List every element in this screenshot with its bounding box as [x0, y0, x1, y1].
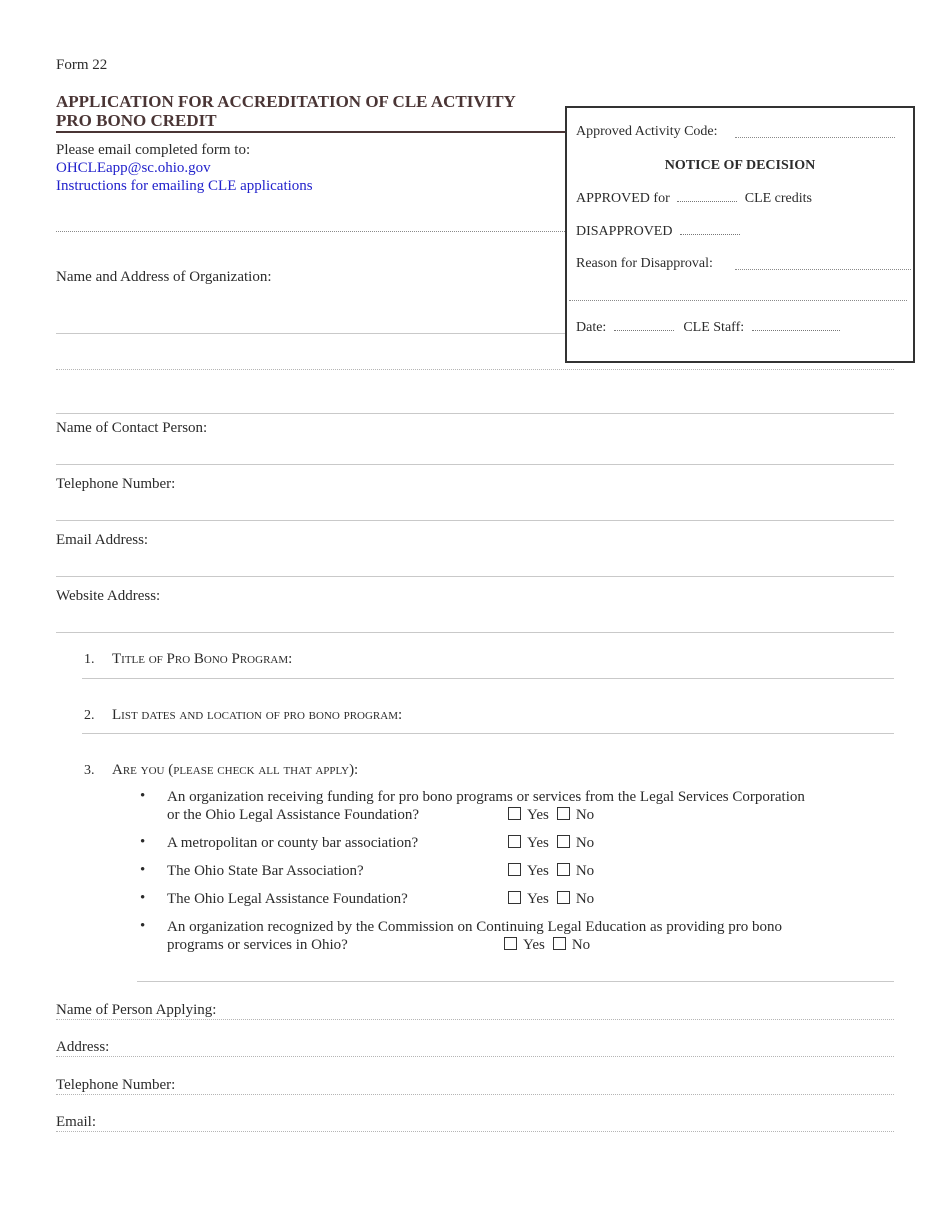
applicant-name-label: Name of Person Applying: — [56, 1002, 217, 1018]
applicant-telephone-field[interactable] — [56, 1094, 894, 1095]
bullet: • — [140, 788, 146, 804]
org-name-address-line-1[interactable] — [56, 333, 565, 334]
yes-label: Yes — [527, 891, 549, 907]
option-5-line-2: programs or services in Ohio? — [167, 937, 348, 953]
header-divider — [56, 231, 565, 232]
telephone-field[interactable] — [56, 520, 894, 521]
applicant-email-field[interactable] — [56, 1131, 894, 1132]
approved-activity-code-field[interactable] — [735, 137, 895, 138]
notice-heading: NOTICE OF DECISION — [664, 158, 816, 173]
question-2-field[interactable] — [82, 733, 894, 734]
option-2-choices — [508, 834, 594, 852]
date-field[interactable] — [614, 330, 674, 331]
notice-of-decision-box — [565, 106, 915, 363]
email-label: Email Address: — [56, 532, 149, 548]
option-2-yes-checkbox[interactable] — [508, 835, 521, 848]
telephone-label: Telephone Number: — [56, 476, 176, 492]
option-3-no-checkbox[interactable] — [557, 863, 570, 876]
yes-label: Yes — [527, 863, 549, 879]
bullet: • — [140, 890, 146, 906]
yes-label: Yes — [527, 835, 549, 851]
questions-divider — [137, 981, 894, 982]
bullet: • — [140, 834, 146, 850]
approved-for-label: APPROVED for — [576, 191, 670, 206]
question-3-text: Are you (please check all that apply): — [112, 762, 359, 778]
option-4-choices — [508, 890, 594, 908]
question-1-text: Title of Pro Bono Program: — [112, 651, 293, 667]
option-3-text: The Ohio State Bar Association? — [167, 863, 364, 879]
option-1-yes-checkbox[interactable] — [508, 807, 521, 820]
reason-label: Reason for Disapproval: — [576, 256, 713, 271]
date-staff-row — [576, 319, 840, 336]
option-3-yes-checkbox[interactable] — [508, 863, 521, 876]
no-label: No — [571, 937, 591, 953]
question-1-number: 1. — [84, 652, 95, 667]
option-1-choices — [508, 806, 594, 824]
yes-label: Yes — [527, 807, 549, 823]
form-title-line-2: PRO BONO CREDIT — [56, 111, 217, 130]
applicant-address-field[interactable] — [56, 1056, 894, 1057]
disapproved-field[interactable] — [680, 234, 740, 235]
contact-person-field[interactable] — [56, 464, 894, 465]
question-3-number: 3. — [84, 763, 95, 778]
date-label: Date: — [576, 320, 607, 335]
instructions-link[interactable]: Instructions for emailing CLE applications — [56, 178, 313, 194]
option-4-yes-checkbox[interactable] — [508, 891, 521, 904]
reason-field[interactable] — [735, 269, 911, 270]
option-5-no-checkbox[interactable] — [553, 937, 566, 950]
approved-for-row — [576, 190, 812, 207]
option-5-choices — [504, 936, 590, 954]
applicant-telephone-label: Telephone Number: — [56, 1077, 176, 1093]
applicant-address-label: Address: — [56, 1039, 110, 1055]
contact-person-label: Name of Contact Person: — [56, 420, 208, 436]
website-label: Website Address: — [56, 588, 161, 604]
approved-activity-code-label: Approved Activity Code: — [576, 124, 718, 139]
option-3-choices — [508, 862, 594, 880]
cle-staff-field[interactable] — [752, 330, 840, 331]
disapproved-label: DISAPPROVED — [576, 224, 673, 239]
org-name-address-line-3[interactable] — [56, 413, 894, 414]
form-number: Form 22 — [56, 57, 108, 73]
question-2-text: List dates and location of pro bono program: — [112, 707, 403, 723]
cle-credits-label: CLE credits — [744, 191, 812, 206]
email-field[interactable] — [56, 576, 894, 577]
option-1-line-2: or the Ohio Legal Assistance Foundation? — [167, 807, 420, 823]
disapproved-row — [576, 223, 740, 240]
org-name-address-line-2[interactable] — [56, 369, 894, 370]
no-label: No — [575, 891, 595, 907]
email-intro-text: Please email completed form to: — [56, 142, 251, 158]
approved-credits-field[interactable] — [677, 201, 737, 202]
option-4-no-checkbox[interactable] — [557, 891, 570, 904]
reason-field-line-2[interactable] — [569, 300, 907, 301]
form-title-line-1: APPLICATION FOR ACCREDITATION OF CLE ACTIVITY — [56, 92, 516, 111]
question-2-number: 2. — [84, 708, 95, 723]
yes-label: Yes — [523, 937, 545, 953]
cle-staff-label: CLE Staff: — [683, 320, 745, 335]
applicant-name-field[interactable] — [56, 1019, 894, 1020]
no-label: No — [575, 863, 595, 879]
org-name-address-label: Name and Address of Organization: — [56, 269, 272, 285]
website-field[interactable] — [56, 632, 894, 633]
option-5-yes-checkbox[interactable] — [504, 937, 517, 950]
applicant-email-label: Email: — [56, 1114, 96, 1130]
option-2-text: A metropolitan or county bar association? — [167, 835, 419, 851]
option-4-text: The Ohio Legal Assistance Foundation? — [167, 891, 408, 907]
bullet: • — [140, 918, 146, 934]
no-label: No — [575, 835, 595, 851]
bullet: • — [140, 862, 146, 878]
question-1-field[interactable] — [82, 678, 894, 679]
reason-row — [576, 255, 713, 272]
option-1-line-1: An organization receiving funding for pro bono programs or services from the Legal Services Corporation — [167, 789, 805, 805]
option-1-no-checkbox[interactable] — [557, 807, 570, 820]
no-label: No — [575, 807, 595, 823]
option-2-no-checkbox[interactable] — [557, 835, 570, 848]
email-link[interactable]: OHCLEapp@sc.ohio.gov — [56, 160, 211, 176]
option-5-line-1: An organization recognized by the Commission on Continuing Legal Education as providing pro bono — [167, 919, 783, 935]
title-rule — [56, 131, 566, 133]
